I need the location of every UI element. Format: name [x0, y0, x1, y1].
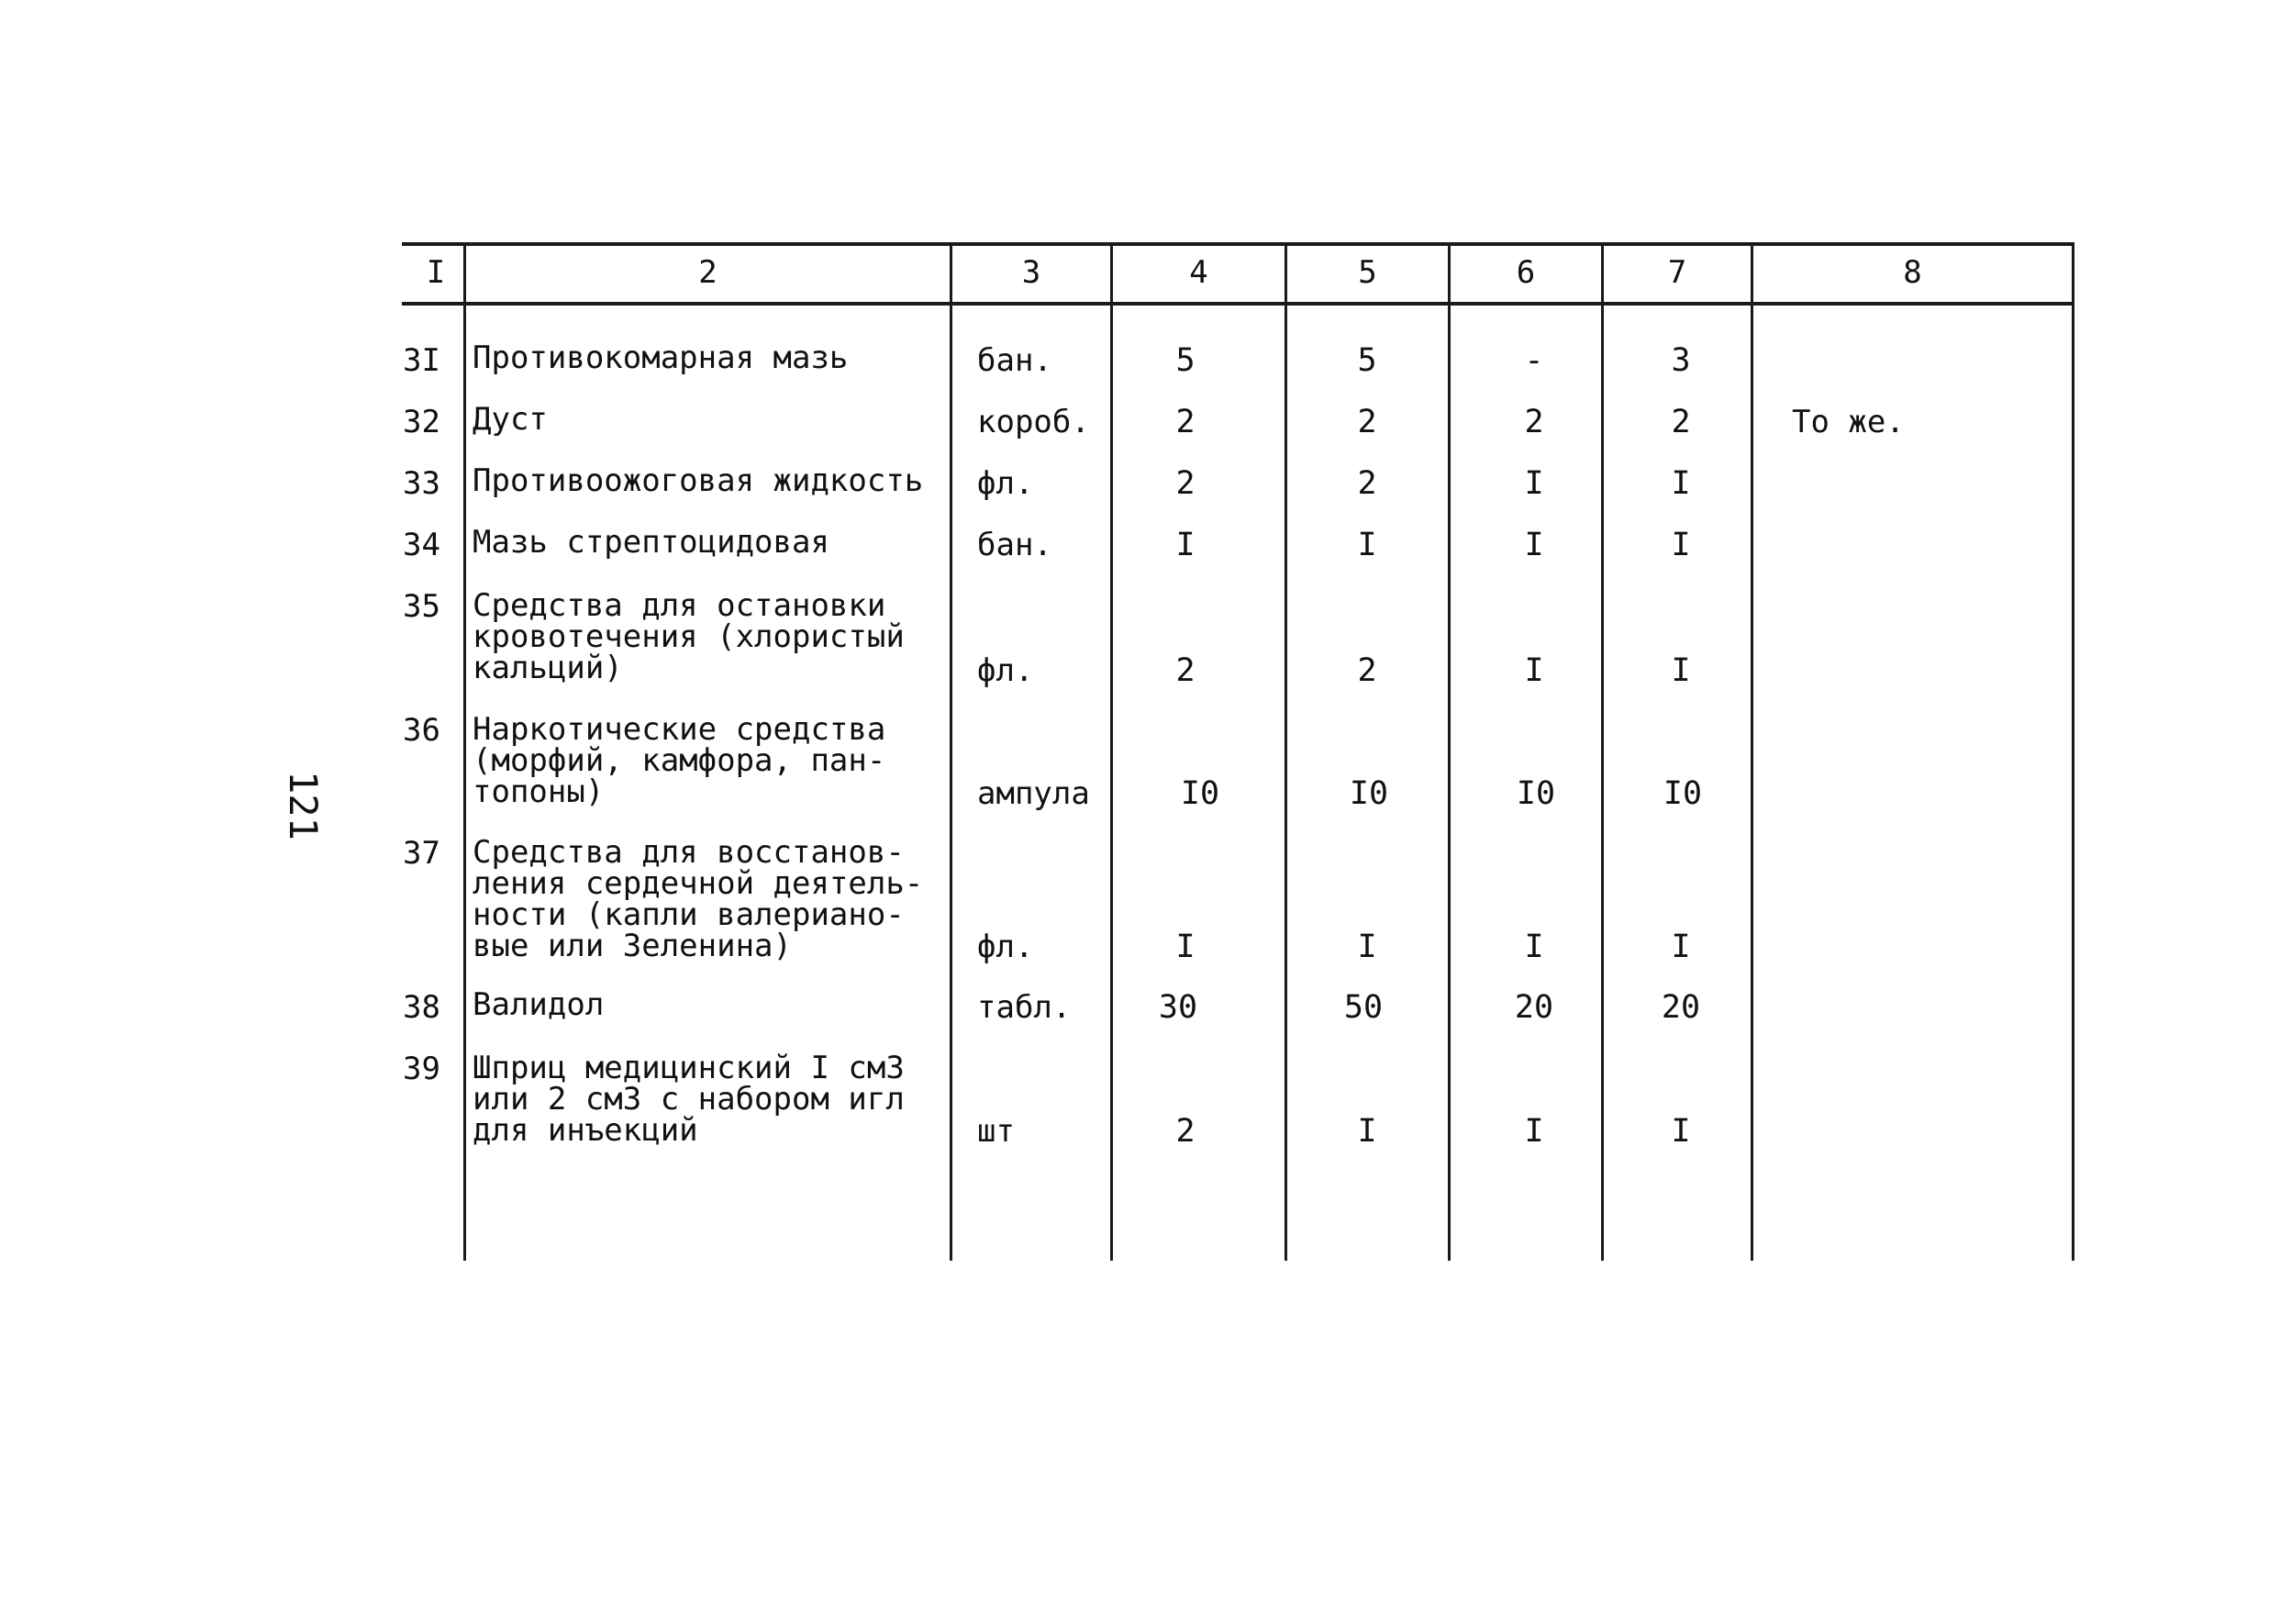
value-col7: I	[1671, 1113, 1691, 1150]
page-number: 121	[281, 771, 326, 840]
column-header-1: I	[426, 254, 446, 291]
column-divider-4	[1285, 242, 1287, 1261]
value-col6: I0	[1516, 775, 1556, 812]
value-col4: I	[1175, 527, 1196, 563]
column-header-2: 2	[698, 254, 717, 291]
value-col7: I	[1671, 929, 1691, 965]
value-col5: 50	[1343, 989, 1384, 1026]
value-col4: 2	[1175, 652, 1196, 689]
value-col7: I0	[1663, 775, 1703, 812]
value-col4: I	[1175, 929, 1196, 965]
row-number: 37	[403, 835, 440, 872]
value-col6: I	[1524, 465, 1544, 502]
column-header-6: 6	[1516, 254, 1536, 291]
value-col5: I	[1357, 1113, 1377, 1150]
item-name: Валидол	[473, 986, 605, 1023]
item-unit: ампула	[977, 775, 1090, 812]
value-col5: 2	[1357, 652, 1377, 689]
table-right-border	[2072, 242, 2074, 1261]
value-col7: I	[1671, 465, 1691, 502]
value-col6: I	[1524, 527, 1544, 563]
value-col5: I0	[1349, 775, 1389, 812]
value-col4: 2	[1175, 404, 1196, 440]
item-unit: фл.	[977, 652, 1034, 689]
column-divider-2	[950, 242, 952, 1261]
row-number: 38	[403, 989, 440, 1026]
value-col6: I	[1524, 1113, 1544, 1150]
value-col4: 5	[1175, 342, 1196, 379]
value-col6: I	[1524, 652, 1544, 689]
item-unit: табл.	[977, 989, 1072, 1026]
value-col6: I	[1524, 929, 1544, 965]
value-col5: 2	[1357, 404, 1377, 440]
value-col5: I	[1357, 929, 1377, 965]
value-col7: I	[1671, 652, 1691, 689]
item-name: Средства для остановки кровотечения (хлористый кальций)	[473, 587, 905, 686]
item-name: Шприц медицинский I см3 или 2 см3 с набором игл для инъекций	[473, 1050, 905, 1149]
value-col7: 3	[1671, 342, 1691, 379]
value-col7: 2	[1671, 404, 1691, 440]
value-col5: 2	[1357, 465, 1377, 502]
column-divider-5	[1448, 242, 1451, 1261]
item-unit: бан.	[977, 342, 1052, 379]
column-header-5: 5	[1358, 254, 1377, 291]
item-name: Наркотические средства (морфий, камфора, пан- топоны)	[473, 711, 886, 810]
value-col7: 20	[1661, 989, 1701, 1026]
item-unit: фл.	[977, 929, 1034, 965]
column-header-3: 3	[1021, 254, 1041, 291]
value-col6: 20	[1514, 989, 1554, 1026]
item-name: Дуст	[473, 401, 548, 438]
item-name: Средства для восстанов- ления сердечной деятель- ности (капли валериано- вые или Зеленина)	[473, 834, 924, 964]
value-col4: 2	[1175, 1113, 1196, 1150]
row-number: 32	[403, 404, 440, 440]
header-bottom-border	[402, 302, 2074, 306]
item-unit: фл.	[977, 465, 1034, 502]
row-number: 33	[403, 465, 440, 502]
row-number: 39	[403, 1051, 440, 1087]
value-col7: I	[1671, 527, 1691, 563]
row-number: 36	[403, 712, 440, 749]
item-unit: шт	[977, 1113, 1015, 1150]
item-note: То же.	[1792, 404, 1905, 440]
value-col5: I	[1357, 527, 1377, 563]
column-header-4: 4	[1189, 254, 1208, 291]
table-top-border	[402, 242, 2074, 246]
item-name: Противоожоговая жидкость	[473, 462, 924, 499]
value-col5: 5	[1357, 342, 1377, 379]
row-number: 3I	[403, 342, 440, 379]
column-divider-7	[1751, 242, 1753, 1261]
row-number: 34	[403, 527, 440, 563]
value-col6: 2	[1524, 404, 1544, 440]
value-col4: 2	[1175, 465, 1196, 502]
column-header-7: 7	[1667, 254, 1687, 291]
item-unit: бан.	[977, 527, 1052, 563]
item-name: Противокомарная мазь	[473, 339, 849, 376]
column-divider-3	[1110, 242, 1113, 1261]
item-unit: короб.	[977, 404, 1090, 440]
column-header-8: 8	[1903, 254, 1922, 291]
value-col6: -	[1524, 342, 1544, 379]
column-divider-1	[463, 242, 466, 1261]
column-divider-6	[1601, 242, 1604, 1261]
item-name: Мазь стрептоцидовая	[473, 524, 829, 561]
row-number: 35	[403, 588, 440, 625]
value-col4: I0	[1180, 775, 1220, 812]
value-col4: 30	[1158, 989, 1198, 1026]
